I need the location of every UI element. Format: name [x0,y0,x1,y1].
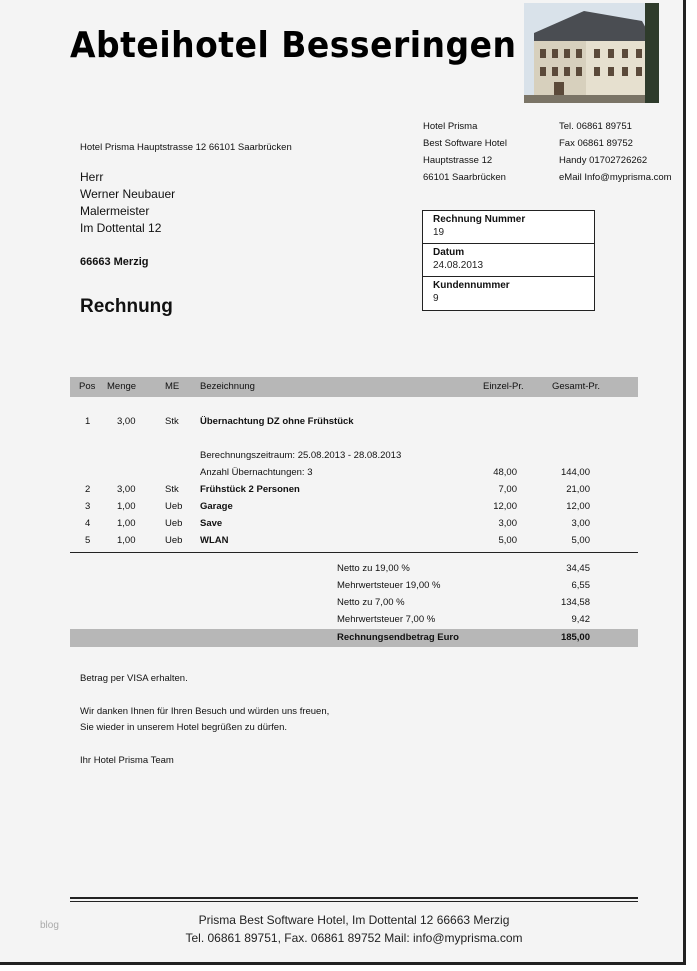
row3-unit: Ueb [165,501,183,512]
row3-unit-price: 12,00 [493,501,517,512]
row2-description: Frühstück 2 Personen [200,484,300,495]
grand-total-value: 185,00 [560,632,590,643]
row3-pos: 3 [85,501,91,512]
row2-total: 21,00 [566,484,590,495]
hotel-photo [524,3,659,103]
footer [70,911,638,947]
row3-description: Garage [200,501,233,512]
invoice-date-label: Datum [433,247,465,258]
hotel-info-company: Best Software Hotel [423,138,507,149]
header-description: Bezeichnung [200,381,255,392]
customer-number-cell [423,277,594,310]
row1-period: Berechnungszeitraum: 25.08.2013 - 28.08.2013 [200,450,402,461]
hotel-info-name: Hotel Prisma [423,121,478,132]
recipient-street: Im Dottental 12 [80,221,162,235]
row2-unit: Stk [165,484,179,495]
customer-number: 9 [433,293,439,304]
sender-line: Hotel Prisma Hauptstrasse 12 66101 Saarbrücken [80,142,292,153]
row1-unit-price: 48,00 [493,467,517,478]
footer-line1: Prisma Best Software Hotel, Im Dottental 12 66663 Merzig [198,913,510,927]
row5-qty: 1,00 [117,535,136,546]
vat19-value: 6,55 [571,580,590,591]
message-payment: Betrag per VISA erhalten. [80,673,188,684]
invoice-number-cell [423,211,594,244]
row4-description: Save [200,518,223,529]
row1-pos: 1 [85,416,91,427]
net19-value: 34,45 [566,563,590,574]
net19-label: Netto zu 19,00 % [337,563,410,574]
message-block [80,673,329,766]
watermark: blog [40,920,59,931]
vat19-label: Mehrwertsteuer 19,00 % [337,580,441,591]
invoice-info-box [422,210,595,311]
row5-unit-price: 5,00 [498,535,517,546]
footer-divider-thin [70,901,638,902]
table-divider [70,552,638,553]
footer-line2: Tel. 06861 89751, Fax. 06861 89752 Mail: info@myprisma.com [185,931,523,945]
message-welcome: Sie wieder in unserem Hotel begrüßen zu dürfen. [80,722,288,733]
recipient-address [80,169,175,237]
hotel-info-city: 66101 Saarbrücken [423,172,506,183]
building-image [524,3,659,103]
recipient-salutation: Herr [80,170,104,184]
row2-qty: 3,00 [117,484,136,495]
row2-unit-price: 7,00 [498,484,517,495]
row1-unit: Stk [165,416,179,427]
hotel-title: Abteihotel Besseringen [70,23,517,66]
row4-total: 3,00 [571,518,590,529]
grand-total-row [70,629,638,647]
recipient-title: Malermeister [80,204,150,218]
recipient-name: Werner Neubauer [80,187,176,201]
message-thanks: Wir danken Ihnen für Ihren Besuch und würden uns freuen, [80,706,330,717]
vat7-value: 9,42 [571,614,590,625]
row4-unit-price: 3,00 [498,518,517,529]
row1-qty: 3,00 [117,416,136,427]
footer-divider-thick [70,897,638,899]
hotel-handy: Handy 01702726262 [559,155,648,166]
row1-nights: Anzahl Übernachtungen: 3 [200,467,313,478]
row5-pos: 5 [85,535,91,546]
header-qty: Menge [107,381,137,392]
document-heading: Rechnung [80,296,173,317]
row2-pos: 2 [85,484,91,495]
row3-total: 12,00 [566,501,590,512]
invoice-date: 24.08.2013 [433,260,484,271]
hotel-fax: Fax 06861 89752 [559,138,633,149]
table-header [70,377,638,397]
header-unit: ME [165,381,180,392]
row1-total: 144,00 [560,467,590,478]
hotel-info-street: Hauptstrasse 12 [423,155,493,166]
hotel-contact [559,118,672,186]
grand-total-label: Rechnungsendbetrag Euro [337,632,459,643]
recipient-city: 66663 Merzig [80,256,149,268]
invoice-date-cell [423,244,594,277]
message-signature: Ihr Hotel Prisma Team [80,755,174,766]
row5-description: WLAN [200,535,229,546]
net7-label: Netto zu 7,00 % [337,597,405,608]
customer-number-label: Kundennummer [433,280,510,291]
hotel-tel: Tel. 06861 89751 [559,121,632,132]
header-unit-price: Einzel-Pr. [483,381,524,392]
row4-pos: 4 [85,518,91,529]
row5-unit: Ueb [165,535,183,546]
hotel-info [423,118,507,186]
row1-description: Übernachtung DZ ohne Frühstück [200,416,354,427]
hotel-email: eMail Info@myprisma.com [559,172,672,183]
invoice-number-label: Rechnung Nummer [433,214,526,225]
header-total-price: Gesamt-Pr. [552,381,601,392]
invoice-number: 19 [433,227,445,238]
row4-unit: Ueb [165,518,183,529]
header-pos: Pos [79,381,96,392]
net7-value: 134,58 [560,597,590,608]
row3-qty: 1,00 [117,501,136,512]
vat7-label: Mehrwertsteuer 7,00 % [337,614,436,625]
row5-total: 5,00 [571,535,590,546]
row4-qty: 1,00 [117,518,136,529]
